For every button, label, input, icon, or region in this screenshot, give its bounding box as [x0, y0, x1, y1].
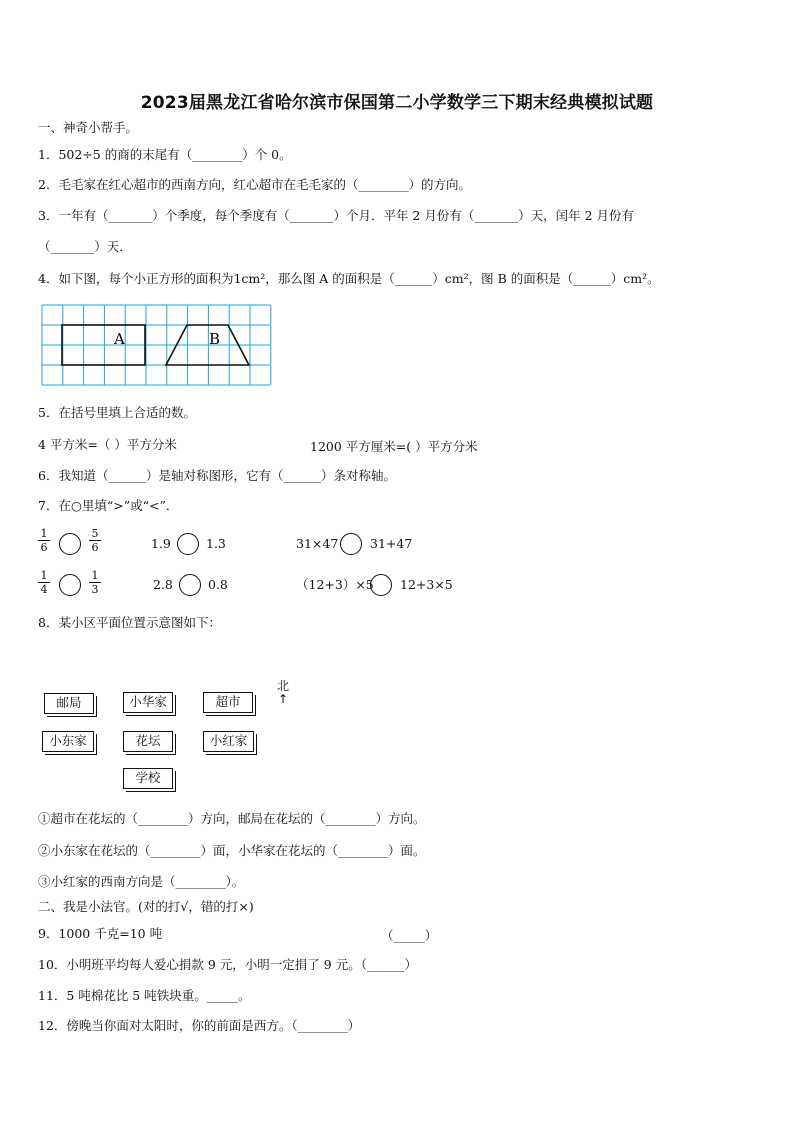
decimal-right: 1.3: [206, 536, 226, 551]
expression-right: 31+47: [370, 536, 413, 551]
shape-b-label: B: [209, 330, 221, 348]
question-5-part-a: 4 平方米=（ ）平方分米: [38, 437, 177, 452]
question-9: 9．1000 千克=10 吨: [38, 926, 163, 941]
area-grid-figure: [41, 304, 272, 386]
question-3-line-2: （_______）天．: [38, 239, 132, 254]
decimal-left: 2.8: [153, 577, 173, 592]
north-arrow-icon: ↑: [277, 692, 289, 706]
map-place-xiaohong-home: 小红家: [203, 731, 254, 752]
question-5-part-b: 1200 平方厘米=( ）平方分米: [310, 439, 478, 454]
map-place-supermarket: 超市: [203, 692, 253, 713]
question-7: 7．在○里填“>”或“<”．: [38, 498, 179, 513]
question-6: 6．我知道（______）是轴对称图形，它有（______）条对称轴。: [38, 468, 396, 483]
compare-circle[interactable]: [340, 533, 362, 555]
shape-a-label: A: [114, 330, 125, 348]
section-1-heading: 一、神奇小帮手。: [38, 120, 139, 135]
map-place-xiaohua-home: 小华家: [123, 692, 173, 713]
grid-lines: [42, 305, 271, 385]
map-place-xiaodong-home: 小东家: [42, 731, 94, 752]
question-11: 11．5 吨棉花比 5 吨铁块重。_____。: [38, 988, 251, 1003]
question-1: 1．502÷5 的商的末尾有（________）个 0。: [38, 147, 292, 162]
north-label: 北: [276, 679, 289, 693]
map-place-school: 学校: [123, 768, 173, 789]
question-8-part-3: ③小红家的西南方向是（________）。: [38, 874, 245, 889]
question-5: 5．在括号里填上合适的数。: [38, 405, 196, 420]
question-9-blank: （_____）: [381, 928, 438, 943]
fraction-one-sixth: $\frac{1}{6}$: [38, 527, 50, 554]
question-3-line-1: 3．一年有（_______）个季度，每个季度有（_______）个月．平年 2 月份有（_______）天，闰年 2 月份有: [38, 208, 635, 223]
compare-circle[interactable]: [59, 574, 81, 596]
question-8: 8．某小区平面位置示意图如下：: [38, 615, 221, 630]
fraction-one-third: $\frac{1}{3}$: [89, 569, 101, 596]
compare-circle[interactable]: [370, 574, 392, 596]
page-title: 2023届黑龙江省哈尔滨市保国第二小学数学三下期末经典模拟试题: [140, 93, 654, 113]
compare-circle[interactable]: [59, 533, 81, 555]
expression-left: （12+3）×5: [296, 577, 374, 592]
section-2-heading: 二、我是小法官。(对的打√，错的打×): [38, 899, 254, 914]
compare-circle[interactable]: [179, 574, 201, 596]
decimal-right: 0.8: [208, 577, 228, 592]
question-8-part-2: ②小东家在花坛的（________）面，小华家在花坛的（________）面。: [38, 843, 426, 858]
expression-left: 31×47: [296, 536, 339, 551]
fraction-five-sixths: $\frac{5}{6}$: [89, 527, 101, 554]
grid-svg: [41, 304, 272, 386]
question-10: 10．小明班平均每人爱心捐款 9 元，小明一定捐了 9 元。（______）: [38, 957, 417, 972]
expression-right: 12+3×5: [400, 577, 453, 592]
map-place-post-office: 邮局: [44, 693, 94, 714]
north-indicator: [276, 677, 290, 705]
decimal-left: 1.9: [151, 536, 171, 551]
question-8-part-1: ①超市在花坛的（________）方向，邮局在花坛的（________）方向。: [38, 811, 426, 826]
question-4: 4．如下图，每个小正方形的面积为1cm²，那么图 A 的面积是（______）cm²，图 B 的面积是（______）cm²。: [38, 271, 660, 286]
compare-circle[interactable]: [177, 533, 199, 555]
map-place-flower-bed: 花坛: [123, 731, 173, 752]
question-12: 12．傍晚当你面对太阳时，你的前面是西方。（________）: [38, 1018, 361, 1033]
question-2: 2．毛毛家在红心超市的西南方向，红心超市在毛毛家的（________）的方向。: [38, 177, 471, 192]
fraction-one-fourth: $\frac{1}{4}$: [38, 569, 50, 596]
